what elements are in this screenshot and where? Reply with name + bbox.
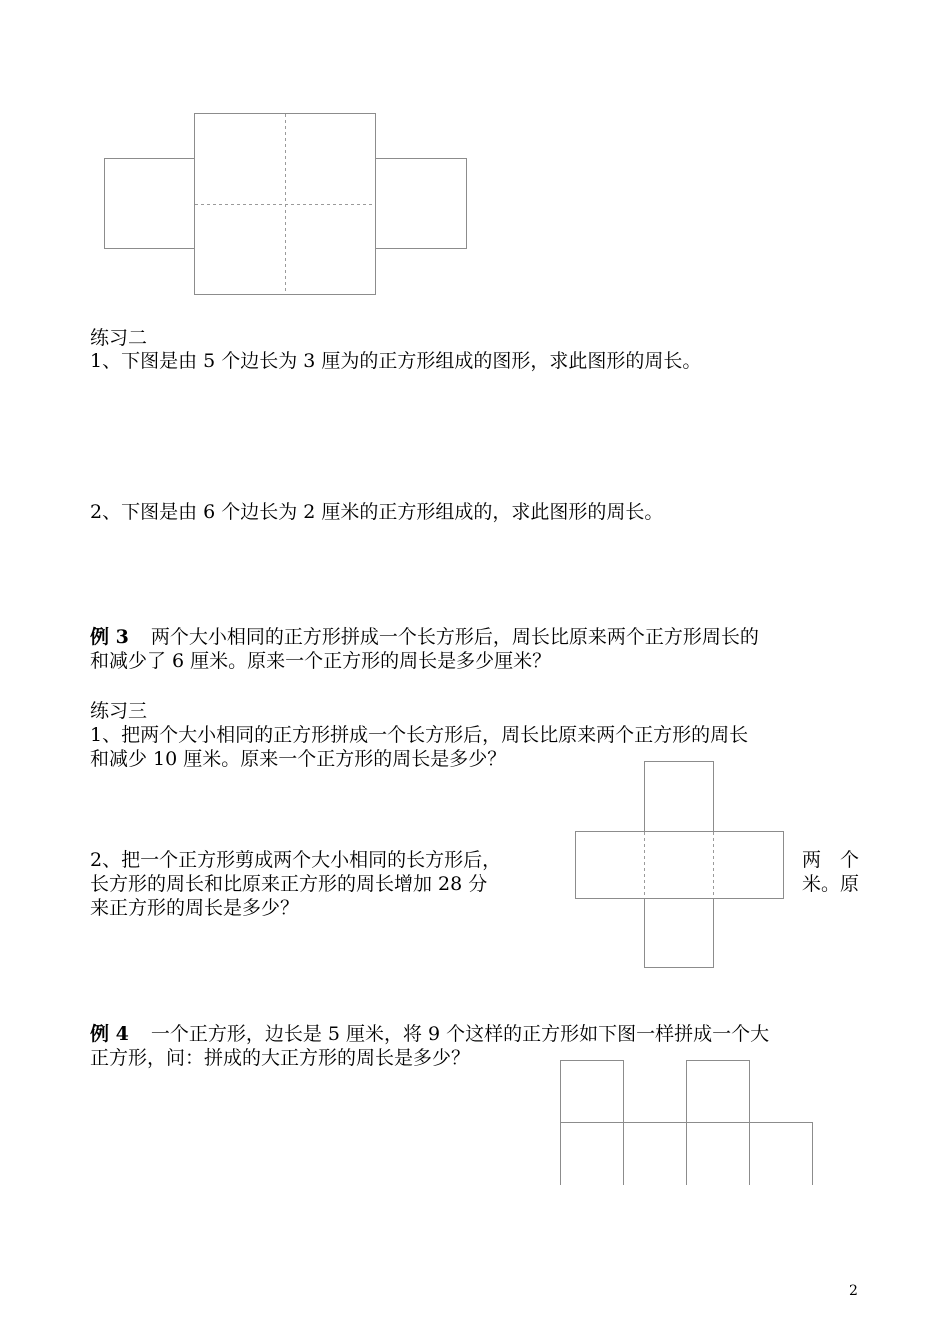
practice3-q1-line-2: 和减少 10 厘米。原来一个正方形的周长是多少？ [90, 748, 507, 770]
example3-line-2: 和减少了 6 厘米。原来一个正方形的周长是多少厘米？ [90, 650, 552, 672]
example4-text-1: 一个正方形，边长是 5 厘米，将 9 个这样的正方形如下图一样拼成一个大 [150, 1023, 770, 1045]
example4-line-1 [90, 1022, 769, 1046]
practice3-heading: 练习三 [90, 700, 148, 722]
practice2-heading: 练习二 [90, 327, 148, 349]
practice3-q2-line-1-right: 两 个 [802, 849, 860, 871]
practice3-q2-line-2-right: 米。原 [802, 873, 860, 895]
practice3-q2-line-3: 来正方形的周长是多少？ [90, 897, 300, 919]
fig2-top-rect [645, 762, 714, 832]
fig2-bottom-rect [645, 899, 714, 968]
example3-line-1 [90, 625, 759, 649]
fig2-horizontal-bar [576, 832, 784, 899]
fig1-left-rect [105, 159, 195, 249]
example4-label: 例 4 [90, 1023, 129, 1045]
figure-grid-bottom [0, 1050, 950, 1190]
practice3-q2-line-2: 长方形的周长和比原来正方形的周长增加 28 分 [90, 873, 488, 895]
practice3-q2-line-1: 2、把一个正方形剪成两个大小相同的长方形后， [90, 849, 502, 871]
example3-text-1: 两个大小相同的正方形拼成一个长方形后，周长比原来两个正方形周长的 [150, 626, 759, 648]
fig1-right-rect [376, 159, 467, 249]
page-number: 2 [849, 1283, 858, 1299]
figure-cross-top [0, 0, 950, 320]
practice2-question-1: 1、下图是由 5 个边长为 3 厘为的正方形组成的图形，求此图形的周长。 [90, 350, 702, 372]
example3-label: 例 3 [90, 626, 129, 648]
practice3-q1-line-1: 1、把两个大小相同的正方形拼成一个长方形后，周长比原来两个正方形的周长 [90, 724, 749, 746]
practice2-question-2: 2、下图是由 6 个边长为 2 厘米的正方形组成的，求此图形的周长。 [90, 501, 664, 523]
example4-line-2: 正方形，问：拼成的大正方形的周长是多少？ [90, 1047, 471, 1069]
